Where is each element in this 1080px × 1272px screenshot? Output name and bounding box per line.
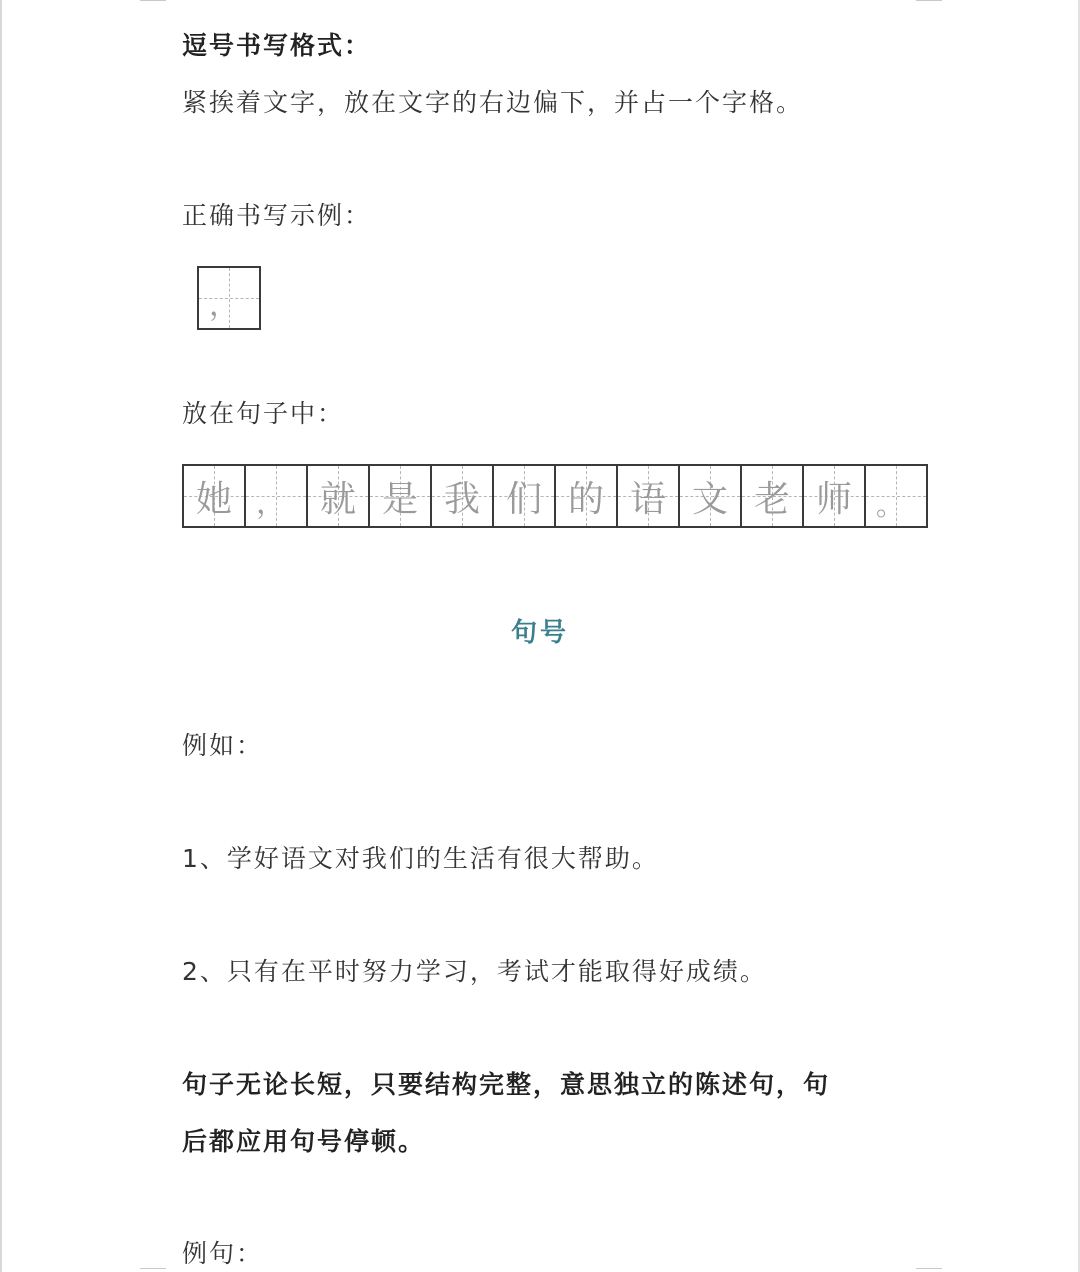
grid-char: 是	[381, 478, 418, 520]
grid-cell	[432, 466, 494, 526]
grid-cell	[866, 466, 926, 526]
grid-cell	[246, 466, 308, 526]
period-rule-line-2: 后都应用句号停顿。	[182, 1127, 426, 1156]
comma-format-title: 逗号书写格式：	[182, 31, 372, 60]
grid-char: 的	[567, 478, 604, 520]
grid-char: ，	[256, 486, 286, 521]
crop-mark	[140, 0, 166, 1]
grid-char: ，	[209, 288, 239, 323]
grid-char: 们	[505, 478, 542, 520]
grid-cell	[556, 466, 618, 526]
example-sentence-label: 例句：	[182, 1239, 264, 1268]
crop-mark	[916, 0, 942, 1]
grid-cell	[370, 466, 432, 526]
single-char-grid	[197, 266, 261, 330]
grid-char: 师	[815, 478, 852, 520]
correct-example-label: 正确书写示例：	[182, 201, 372, 230]
grid-cell	[618, 466, 680, 526]
grid-cell	[680, 466, 742, 526]
grid-char: 语	[629, 478, 666, 520]
grid-cell	[804, 466, 866, 526]
period-rule-line-1: 句子无论长短，只要结构完整，意思独立的陈述句，句	[182, 1070, 831, 1099]
crop-mark	[916, 1268, 942, 1269]
grid-cell	[494, 466, 556, 526]
grid-char: 她	[195, 478, 232, 520]
grid-char: 我	[443, 478, 480, 520]
grid-char: 。	[876, 489, 905, 522]
crop-mark	[140, 1268, 166, 1269]
example-item-1: 1、学好语文对我们的生活有很大帮助。	[182, 844, 659, 873]
section-heading-period: 句号	[510, 618, 569, 648]
sentence-label: 放在句子中：	[182, 399, 345, 428]
grid-char: 就	[319, 478, 356, 520]
example-label: 例如：	[182, 731, 264, 760]
example-item-2: 2、只有在平时努力学习，考试才能取得好成绩。	[182, 957, 767, 986]
grid-cell	[742, 466, 804, 526]
comma-format-rule: 紧挨着文字，放在文字的右边偏下，并占一个字格。	[182, 88, 804, 117]
grid-char: 老	[753, 478, 790, 520]
grid-cell	[199, 268, 259, 328]
grid-cell	[308, 466, 370, 526]
grid-char: 文	[691, 478, 728, 520]
grid-cell	[184, 466, 246, 526]
sentence-grid	[182, 464, 928, 528]
